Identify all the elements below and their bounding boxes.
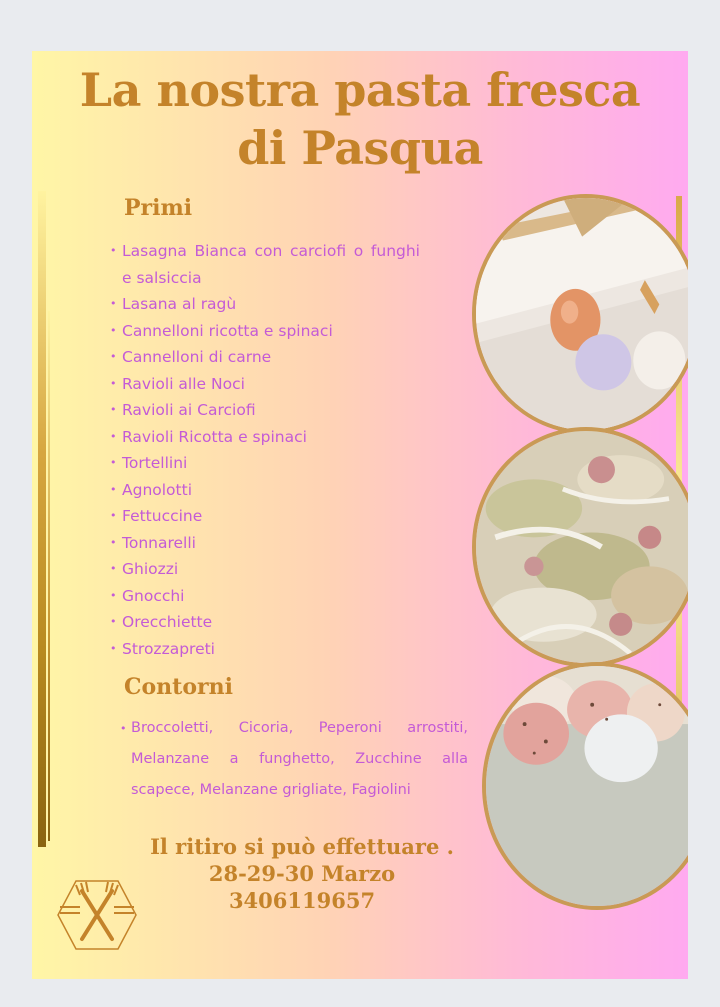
list-item: • Agnolotti <box>110 477 420 504</box>
easter-flyer <box>32 51 688 979</box>
gold-bar-left-thin <box>48 311 50 841</box>
gold-bar-left <box>38 191 46 847</box>
contorni-heading: Contorni <box>124 674 233 700</box>
contorni-text: • Broccoletti, Cicoria, Peperoni arrostiti, Melanzane a funghetto, Zucchine alla scapece, Melanzane grigliate, Fagiolini <box>120 713 468 806</box>
title-line-1: La nostra pasta fresca <box>79 63 641 117</box>
list-item: • Lasana al ragù <box>110 291 420 318</box>
pickup-line: Il ritiro si può effettuare . <box>150 834 454 859</box>
phone-number: 3406119657 <box>228 888 376 913</box>
list-item: • Ravioli Ricotta e spinaci <box>110 424 420 451</box>
list-item: • Ghiozzi <box>110 556 420 583</box>
list-item: • Tortellini <box>110 450 420 477</box>
speckled-eggs-photo <box>482 662 688 910</box>
pickup-info <box>132 833 472 914</box>
crossed-forks-icon <box>56 879 138 951</box>
list-item: • Ravioli ai Carciofi <box>110 397 420 424</box>
eggs-cloth-photo <box>472 194 688 434</box>
list-item: • Ravioli alle Noci <box>110 371 420 398</box>
list-item: • Cannelloni di carne <box>110 344 420 371</box>
list-item: • Lasagna Bianca con carciofi o funghi e salsiccia <box>110 238 420 291</box>
pasta-dish-photo <box>472 427 688 667</box>
list-item: • Strozzapreti <box>110 636 420 663</box>
list-item: • Tonnarelli <box>110 530 420 557</box>
list-item: • Orecchiette <box>110 609 420 636</box>
list-item: • Cannelloni ricotta e spinaci <box>110 318 420 345</box>
list-item: • Fettuccine <box>110 503 420 530</box>
primi-list <box>110 238 420 662</box>
title-line-2: di Pasqua <box>237 121 483 175</box>
primi-heading: Primi <box>124 195 193 221</box>
pickup-dates: 28-29-30 Marzo <box>208 861 396 886</box>
list-item: • Gnocchi <box>110 583 420 610</box>
page-title <box>32 61 688 177</box>
